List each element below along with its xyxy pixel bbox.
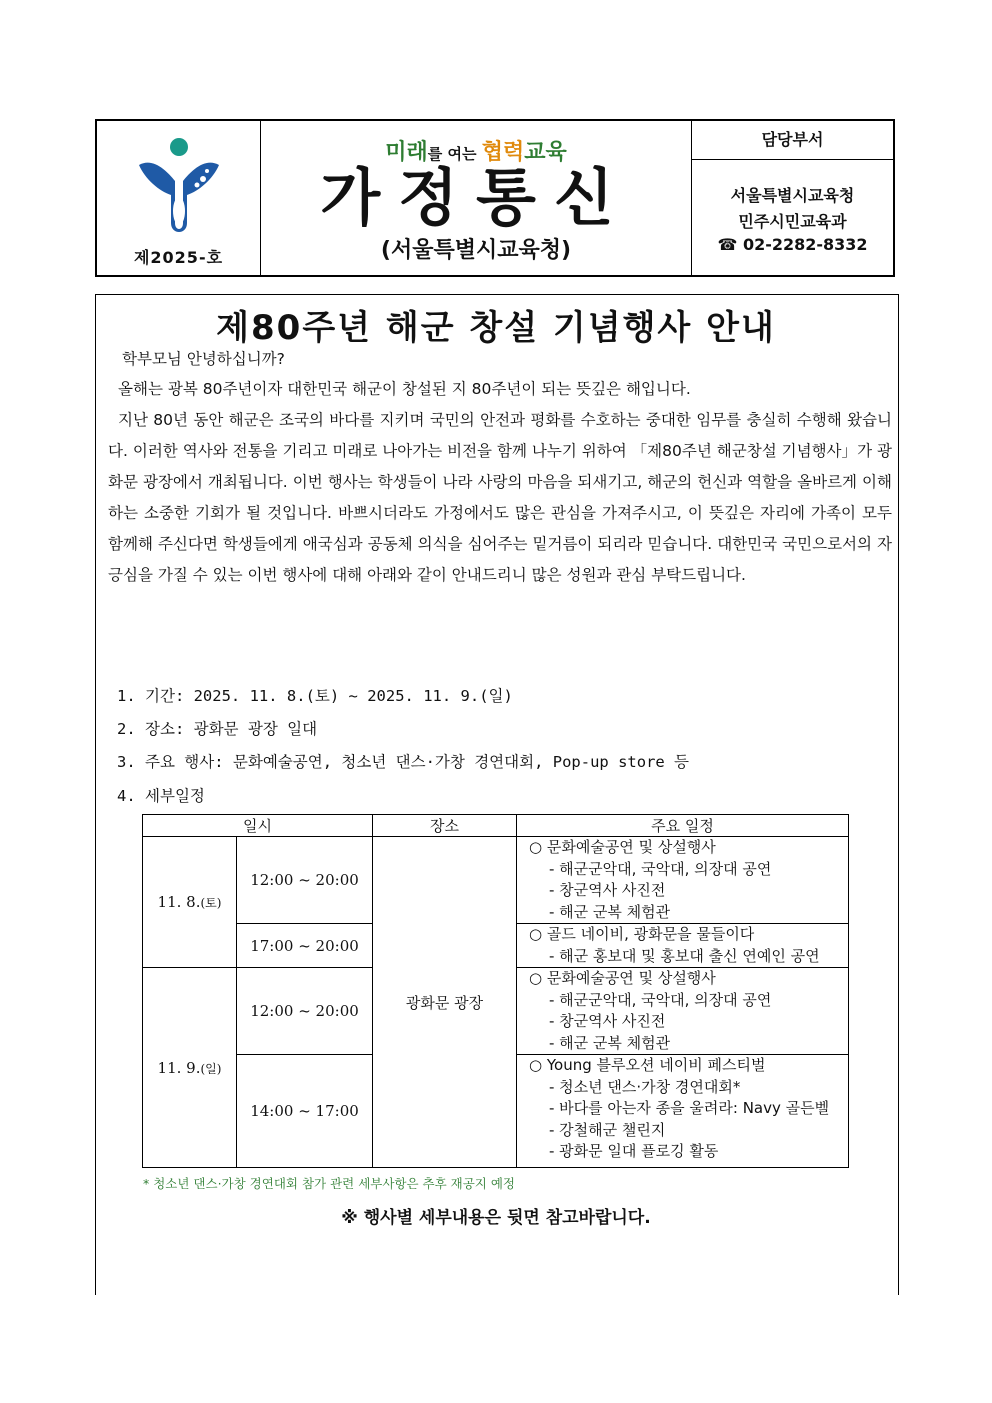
place-cell: 광화문 광장: [373, 837, 517, 1168]
program-line: - 바다를 아는자 종을 울려라: Navy 골든벨: [549, 1099, 830, 1117]
weekday-text: (토): [200, 896, 222, 910]
seoul-education-logo-icon: [133, 135, 225, 235]
program-cell: [517, 924, 849, 968]
department-heading: 담당부서: [692, 121, 893, 160]
column-header: 일시: [143, 815, 373, 837]
weekday-text: (일): [200, 1061, 222, 1076]
info-schedule-heading: 4. 세부일정: [117, 787, 205, 805]
info-location: 2. 장소: 광화문 광장 일대: [117, 720, 318, 738]
document-title: 제80주년 해군 창설 기념행사 안내: [216, 308, 776, 348]
program-line: - 창군역사 사진전: [549, 1012, 666, 1030]
phone-number: 02-2282-8332: [742, 235, 868, 254]
program-cell: [517, 968, 849, 1055]
program-line: ○ 문화예술공연 및 상설행사: [529, 838, 716, 856]
program-line: ○ Young 블루오션 네이비 페스티벌: [529, 1056, 766, 1074]
newsletter-title: 가정통신: [320, 161, 632, 234]
program-line: - 해군 홍보대 및 홍보대 출신 연예인 공연: [549, 946, 820, 965]
program-line: - 광화문 일대 플로깅 활동: [549, 1142, 719, 1160]
time-cell: 12:00 ~ 20:00: [237, 968, 373, 1055]
newsletter-subtitle: (서울특별시교육청): [380, 238, 572, 263]
issue-number: 제2025-호: [133, 248, 224, 267]
info-period: 1. 기간: 2025. 11. 8.(토) ~ 2025. 11. 9.(일): [117, 687, 513, 705]
paragraph-main: 지난 80년 동안 해군은 조국의 바다를 지키며 국민의 안전과 평화를 수호하는 중대한 임무를 충실히 수행해 왔습니다. 이러한 역사와 전통을 기리고 미래로 나아가는 비전을 함께 나누기 위하여 「제80주년 해군창설 기념행사」가 광화문 광장에서 개최됩니다. 이번 행사는 학생들이 나라 사랑의 마음을 되새기고, 해군의 헌신과 역할을 올바르게 이해하는 소중한 기회가 될 것입니다. 바쁘시더라도 가정에서도 많은 관심을 가져주시고, 이 뜻깊은 자리에 가족이 모두 함께해 주신다면 학생들에게 애국심과 공동체 의식을 심어주는 밑거름이 되리라 믿습니다. 대한민국 국민으로서의 자긍심을 가질 수 있는 이번 행사에 대해 아래와 같이 안내드리니 많은 성원과 관심 부탁드립니다.: [108, 411, 892, 584]
program-line: - 청소년 댄스·가창 경연대회*: [549, 1077, 741, 1096]
column-header: 주요 일정: [517, 815, 849, 837]
date-cell: [143, 837, 237, 968]
program-line: - 강철해군 챌린지: [549, 1120, 666, 1139]
slogan-word: 미래: [385, 140, 428, 165]
newsletter-header: [95, 119, 895, 277]
program-line: - 창군역사 사진전: [549, 881, 666, 899]
date-cell: [143, 968, 237, 1168]
slogan-word: 를 여는: [427, 145, 482, 163]
program-line: ○ 골드 네이비, 광화문을 물들이다: [529, 925, 755, 943]
logo-cell: [97, 121, 261, 275]
program-line: - 해군군악대, 국악대, 의장대 공연: [549, 990, 772, 1009]
department-name: 민주시민교육과: [738, 212, 847, 231]
time-cell: 12:00 ~ 20:00: [237, 837, 373, 924]
telephone-icon: ☎: [717, 235, 738, 254]
column-header: 장소: [373, 815, 517, 837]
program-cell: [517, 1055, 849, 1168]
time-cell: 17:00 ~ 20:00: [237, 924, 373, 968]
info-main-events: 3. 주요 행사: 문화예술공연, 청소년 댄스·가창 경연대회, Pop-up store 등: [117, 753, 690, 771]
program-line: - 해군 군복 체험관: [549, 902, 671, 921]
slogan-word: 교육: [524, 140, 567, 165]
date-text: 11. 9.: [157, 1058, 201, 1077]
table-row: [143, 837, 849, 924]
program-line: - 해군군악대, 국악대, 의장대 공연: [549, 859, 772, 878]
table-header-row: [143, 815, 849, 837]
schedule-table: [142, 814, 849, 1168]
back-page-reference: ※ 행사별 세부내용은 뒷면 참고바랍니다.: [341, 1208, 651, 1228]
department-org: 서울특별시교육청: [730, 186, 855, 205]
footnote: * 청소년 댄스·가창 경연대회 참가 관련 세부사항은 추후 재공지 예정: [143, 1176, 516, 1191]
program-cell: [517, 837, 849, 924]
slogan-word: 협력: [481, 140, 525, 165]
date-text: 11. 8.: [157, 893, 201, 911]
program-line: - 해군 군복 체험관: [549, 1033, 671, 1052]
paragraph-intro: 올해는 광복 80주년이자 대한민국 해군이 창설된 지 80주년이 되는 뜻깊은 해입니다.: [118, 380, 691, 398]
time-cell: 14:00 ~ 17:00: [237, 1055, 373, 1168]
department-cell: [692, 121, 893, 275]
greeting: 학부모님 안녕하십니까?: [122, 350, 285, 368]
title-cell: [261, 121, 692, 275]
program-line: ○ 문화예술공연 및 상설행사: [529, 969, 716, 987]
department-phone: [692, 235, 893, 254]
